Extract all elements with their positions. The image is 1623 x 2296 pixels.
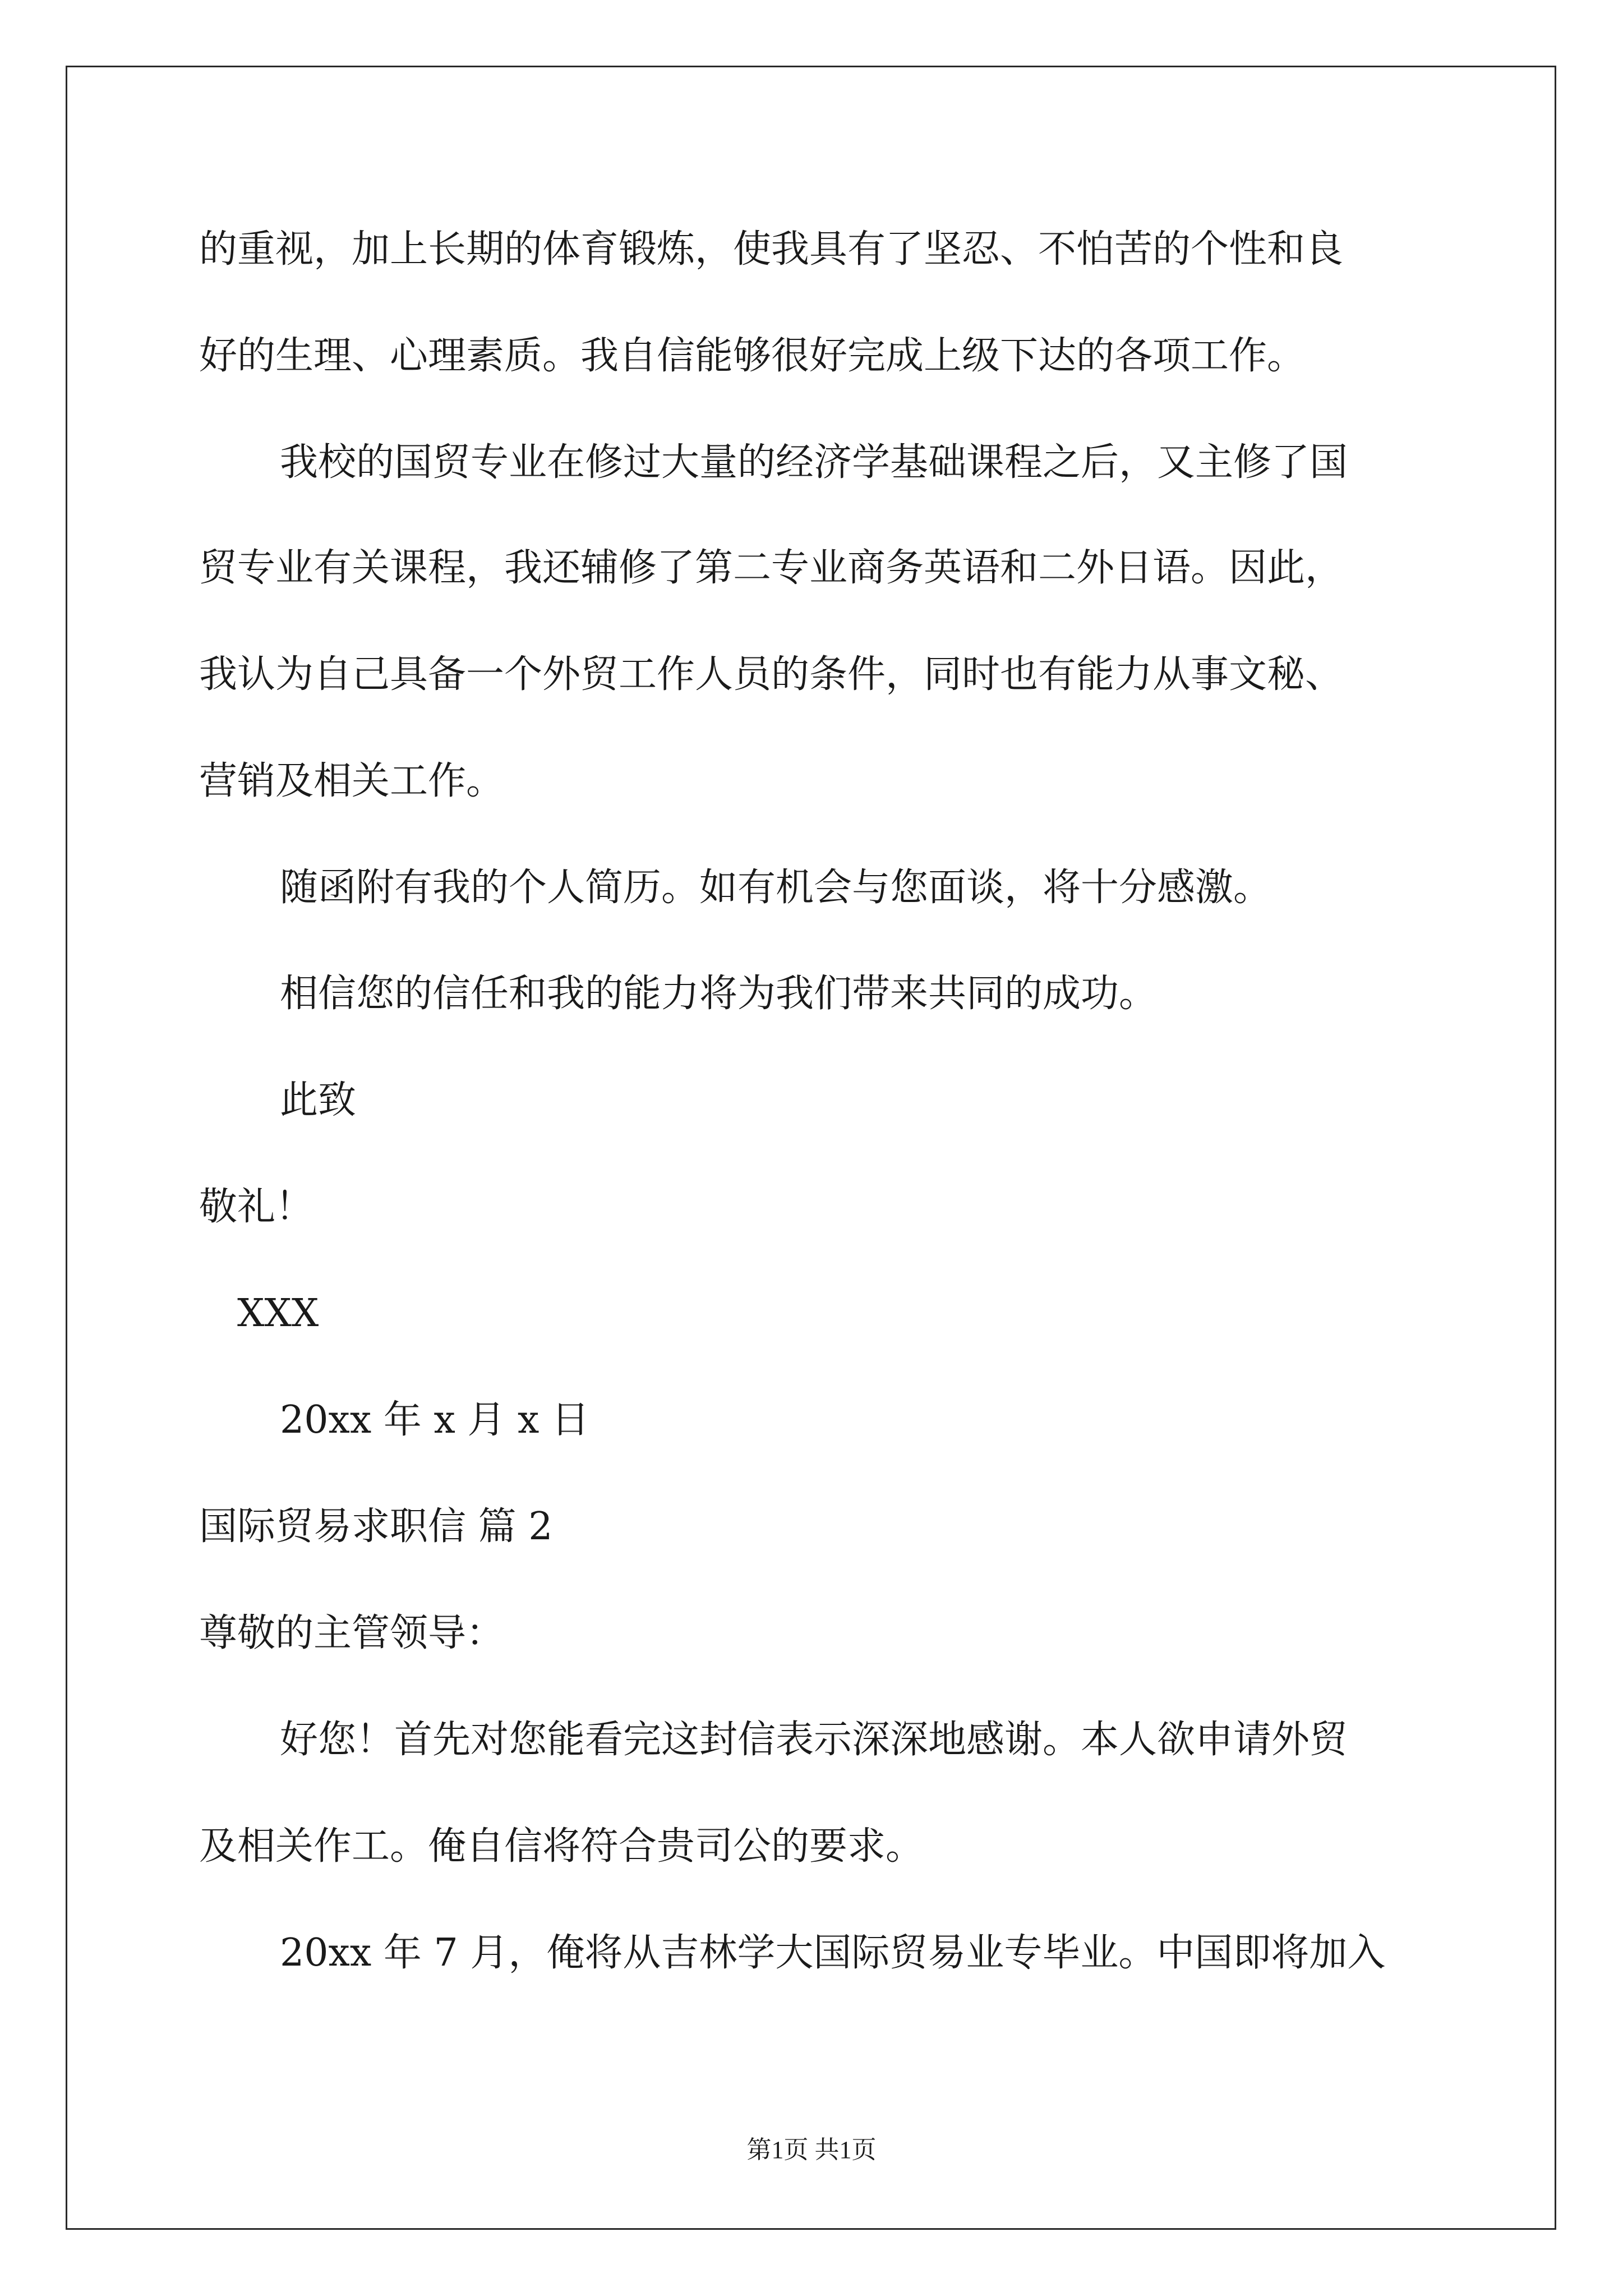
page-border [66, 66, 1556, 2230]
paragraph-line: 贸专业有关课程，我还辅修了第二专业商务英语和二外日语。因此， [199, 546, 1344, 590]
paragraph-line: 我校的国贸专业在修过大量的经济学基础课程之后，又主修了国 [280, 440, 1348, 485]
paragraph-line: 20xx 年 7 月，俺将从吉林学大国际贸易业专毕业。中国即将加入 [280, 1931, 1386, 1975]
paragraph-line: 随函附有我的个人简历。如有机会与您面谈，将十分感激。 [280, 866, 1272, 910]
closing-regards: 敬礼！ [199, 1185, 314, 1229]
paragraph-line: 相信您的信任和我的能力将为我们带来共同的成功。 [280, 972, 1158, 1016]
paragraph-line: 好的生理、心理素质。我自信能够很好完成上级下达的各项工作。 [199, 334, 1306, 378]
signature-name: XXX [237, 1291, 319, 1336]
paragraph-line: 我认为自己具备一个外贸工作人员的条件，同时也有能力从事文秘、 [199, 652, 1344, 697]
paragraph-line: 好您！首先对您能看完这封信表示深深地感谢。本人欲申请外贸 [280, 1718, 1348, 1762]
letter-greeting: 尊敬的主管领导： [199, 1611, 505, 1655]
paragraph-line: 营销及相关工作。 [199, 759, 505, 803]
page-footer: 第1页 共1页 [746, 2136, 877, 2164]
closing-salutation: 此致 [280, 1078, 357, 1122]
paragraph-line: 的重视，加上长期的体育锻炼，使我具有了坚忍、不怕苦的个性和良 [199, 227, 1344, 272]
section-heading: 国际贸易求职信 篇 2 [199, 1504, 553, 1549]
paragraph-line: 及相关作工。俺自信将符合贵司公的要求。 [199, 1824, 924, 1869]
signature-date: 20xx 年 x 月 x 日 [280, 1398, 590, 1442]
